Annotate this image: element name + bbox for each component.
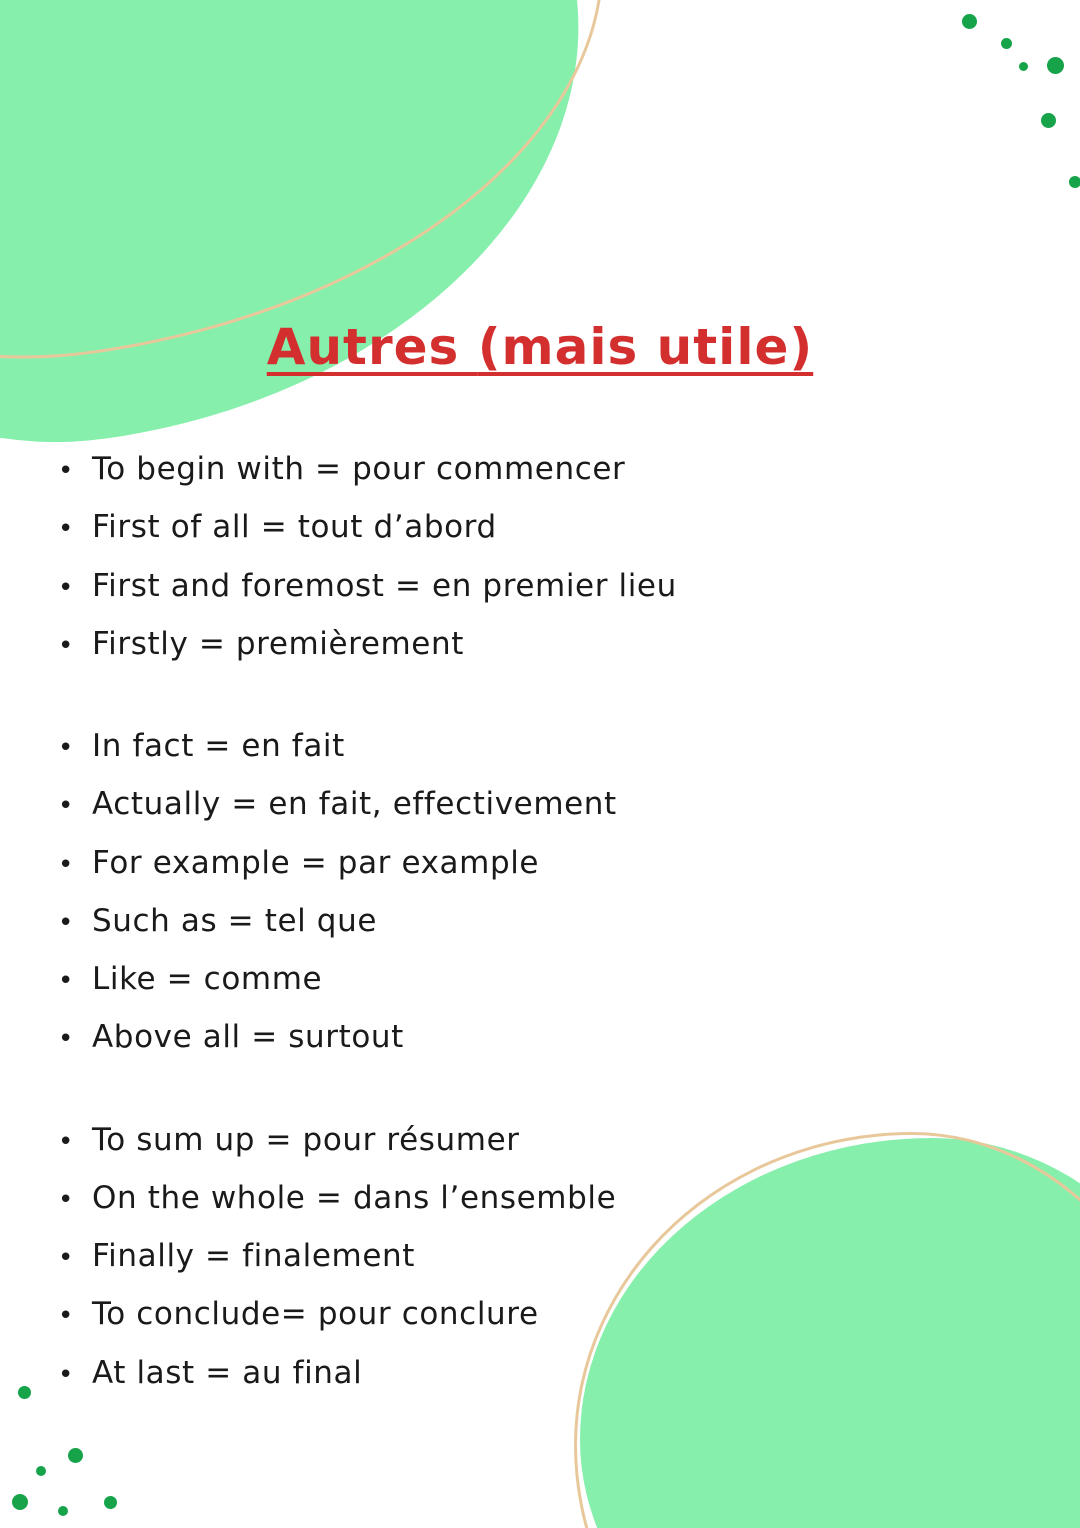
phrase-group-openers: [58, 440, 1018, 673]
page-title-part-1: Autres: [266, 318, 478, 376]
list-item: [58, 1111, 1018, 1169]
list-item-text: Actually = en fait, effectivement: [92, 786, 617, 823]
bullet-icon: •: [58, 733, 74, 764]
list-item-text: To sum up = pour résumer: [92, 1121, 520, 1158]
list-item: [58, 1227, 1018, 1285]
list-item: [58, 1169, 1018, 1227]
bullet-icon: •: [58, 907, 74, 938]
list-item-text: For example = par example: [92, 844, 540, 881]
phrase-list: [58, 440, 1018, 1402]
list-item: [58, 1344, 1018, 1402]
list-item-text: First and foremost = en premier lieu: [92, 567, 677, 604]
list-item: [58, 498, 1018, 556]
phrase-group-examples: [58, 717, 1018, 1067]
list-item: [58, 1285, 1018, 1343]
list-item-text: Like = comme: [92, 961, 323, 998]
bullet-icon: •: [58, 849, 74, 880]
bullet-icon: •: [58, 1359, 74, 1390]
bullet-icon: •: [58, 1184, 74, 1215]
phrase-group-conclusions: [58, 1111, 1018, 1402]
list-item-text: On the whole = dans l’ensemble: [92, 1179, 617, 1216]
list-item: [58, 440, 1018, 498]
page-title-part-2: (mais utile): [477, 318, 814, 376]
list-item: [58, 834, 1018, 892]
list-item: [58, 717, 1018, 775]
list-item-text: Firstly = premièrement: [92, 625, 464, 662]
list-item-text: Finally = finalement: [92, 1238, 416, 1275]
list-item: [58, 950, 1018, 1008]
list-item-text: At last = au final: [92, 1354, 363, 1391]
list-item-text: Such as = tel que: [92, 902, 377, 939]
bullet-icon: •: [58, 630, 74, 661]
list-item-text: First of all = tout d’abord: [92, 509, 497, 546]
bullet-icon: •: [58, 966, 74, 997]
bullet-icon: •: [58, 514, 74, 545]
bullet-icon: •: [58, 456, 74, 486]
bullet-icon: •: [58, 1024, 74, 1055]
list-item-text: To conclude= pour conclure: [92, 1296, 539, 1333]
bullet-icon: •: [58, 1301, 74, 1332]
list-item-text: In fact = en fait: [92, 728, 345, 765]
list-item: [58, 1008, 1018, 1066]
list-item: [58, 892, 1018, 950]
page-title: [0, 318, 1080, 376]
list-item: [58, 775, 1018, 833]
list-item-text: To begin with = pour commencer: [92, 451, 626, 487]
list-item: [58, 615, 1018, 673]
bullet-icon: •: [58, 1243, 74, 1274]
list-item: [58, 557, 1018, 615]
bullet-icon: •: [58, 1126, 74, 1157]
list-item-text: Above all = surtout: [92, 1019, 404, 1056]
bullet-icon: •: [58, 791, 74, 822]
bullet-icon: •: [58, 572, 74, 603]
